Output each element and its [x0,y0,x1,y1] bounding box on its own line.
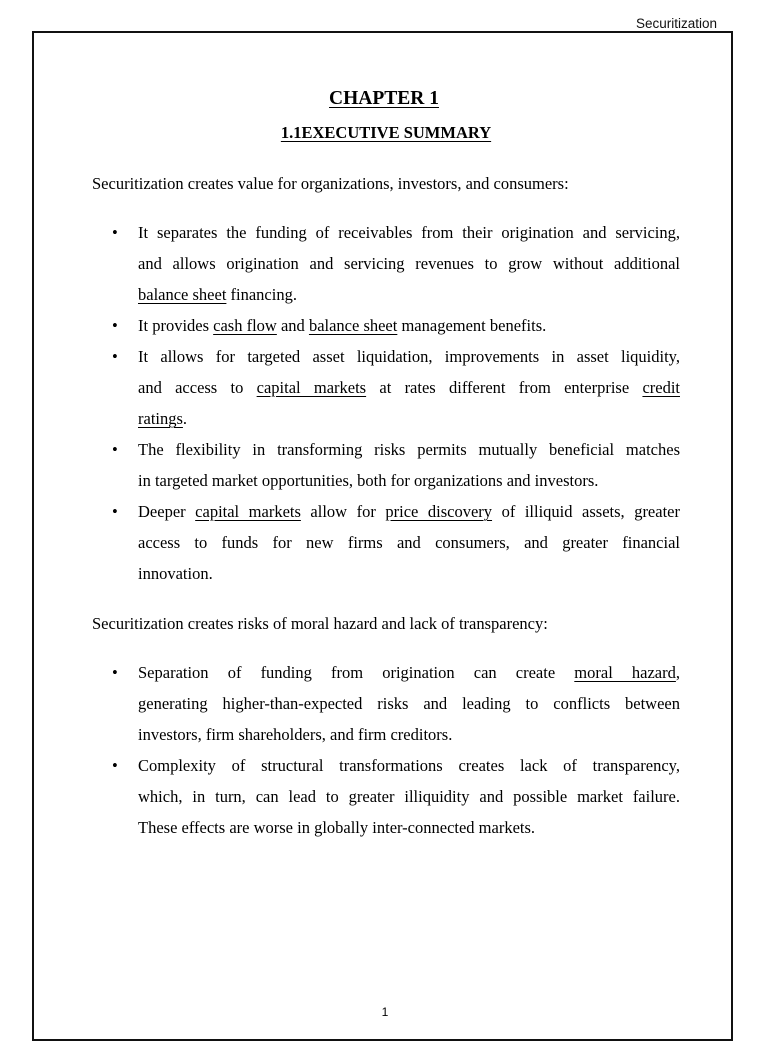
text-line [138,657,680,688]
text-run: generating higher-than-expected risks and leading to conflicts between [138,694,680,713]
intro-paragraph-value: Securitization creates value for organizations, investors, and consumers: [92,174,569,193]
text-run: Separation of funding from origination can create [138,663,575,682]
text-line [138,527,680,558]
page-number: 1 [381,1005,389,1019]
list-item-text [138,217,680,310]
list-item-text [138,496,680,589]
bullet-icon: • [112,756,118,775]
text-run: access to funds for new firms and consumers, and greater financial [138,533,680,552]
text-run: allow for [300,502,386,521]
list-item [0,496,768,589]
text-line [138,558,680,589]
underlined-term: price discovery [385,502,493,521]
section-title [0,122,768,144]
underlined-term: cash flow [213,316,277,335]
list-item [0,434,768,496]
intro-paragraph-risks: Securitization creates risks of moral hazard and lack of transparency: [92,614,548,633]
text-run: and [276,316,309,335]
list-item [0,750,768,843]
bullet-icon: • [112,347,118,366]
text-line [138,465,680,496]
text-run: which, in turn, can lead to greater illiquidity and possible market failure. [138,787,680,806]
text-run: financing. [226,285,297,304]
text-line [138,750,680,781]
text-line [138,719,680,750]
text-run: investors, firm shareholders, and firm creditors. [138,725,453,744]
text-run: It allows for targeted asset liquidation, improvements in asset liquidity, [138,347,680,366]
underlined-term: capital markets [256,378,367,397]
text-run: , [675,663,681,682]
text-line [138,403,680,434]
text-run: and allows origination and servicing revenues to grow without additional [138,254,680,273]
list-item [0,310,768,341]
benefits-list [0,217,768,589]
text-line [138,496,680,527]
list-item [0,657,768,750]
list-item-text [138,341,680,434]
running-header-title: Securitization [635,16,717,31]
chapter-title-text: CHAPTER 1 [329,88,439,109]
underlined-term: capital markets [195,502,301,521]
text-line [138,434,680,465]
text-run: management benefits. [397,316,547,335]
text-run: . [182,409,188,428]
list-item [0,217,768,310]
text-line [138,248,680,279]
underlined-term: balance sheet [308,316,398,335]
chapter-title [0,87,768,111]
bullet-icon: • [112,440,118,459]
bullet-icon: • [112,663,118,682]
text-line [138,279,680,310]
text-line [138,812,680,843]
text-run: Deeper [138,502,196,521]
text-line [138,341,680,372]
text-line [138,688,680,719]
list-item-text [138,434,680,496]
text-run: innovation. [138,564,213,583]
list-item [0,341,768,434]
text-run: at rates different from enterprise [366,378,643,397]
risks-list [0,657,768,843]
text-run: These effects are worse in globally inter-connected markets. [138,818,536,837]
bullet-icon: • [112,223,118,242]
text-line [138,217,680,248]
underlined-term: credit [642,378,680,397]
bullet-icon: • [112,502,118,521]
underlined-term: balance sheet [138,285,227,304]
text-run: The flexibility in transforming risks permits mutually beneficial matches [138,440,680,459]
text-run: Complexity of structural transformations creates lack of transparency, [138,756,680,775]
list-item-text [138,750,680,843]
list-item-text [138,310,680,341]
text-run: It separates the funding of receivables from their origination and servicing, [138,223,680,242]
bullet-icon: • [112,316,118,335]
underlined-term: moral hazard [574,663,676,682]
text-run: It provides [138,316,214,335]
section-title-text: 1.1EXECUTIVE SUMMARY [280,123,492,142]
underlined-term: ratings [138,409,183,428]
text-line [138,781,680,812]
text-run: of illiquid assets, greater [492,502,680,521]
text-run: and access to [138,378,257,397]
text-run: in targeted market opportunities, both for organizations and investors. [138,471,599,490]
list-item-text [138,657,680,750]
text-line [138,372,680,403]
text-line [138,310,680,341]
